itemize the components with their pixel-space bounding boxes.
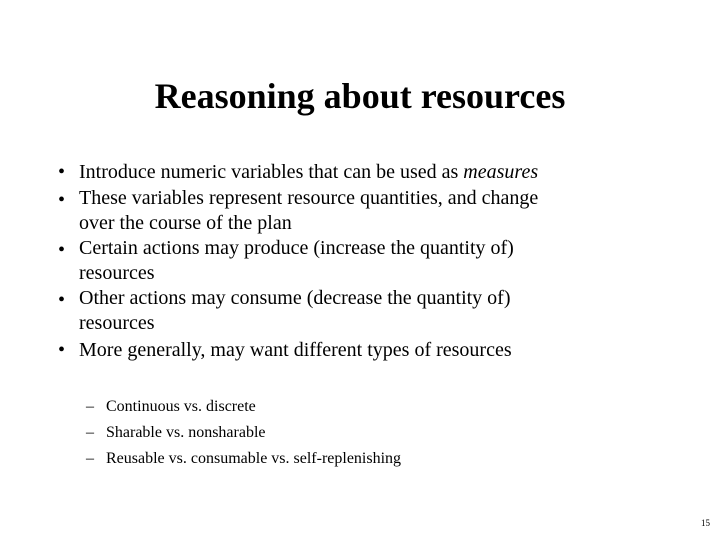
page-number: 15 [701, 518, 710, 528]
bullet-list [58, 158, 658, 364]
bullet-marker: • [58, 339, 66, 361]
sub-bullet-marker: – [86, 450, 94, 467]
bullet-text: More generally, may want different types of resources [79, 339, 512, 361]
bullet-marker: • [58, 289, 66, 311]
bullet-text: Certain actions may produce (increase the quantity of) [79, 237, 514, 259]
sub-bullet-item [86, 420, 646, 446]
bullet-text-continued: resources [79, 312, 155, 334]
bullet-text: Other actions may consume (decrease the quantity of) [79, 287, 511, 309]
bullet-emphasis: measures [463, 161, 539, 183]
bullet-marker: • [58, 239, 66, 261]
bullet-marker: • [58, 161, 66, 183]
sub-bullet-marker: – [86, 398, 94, 415]
sub-bullet-text: Sharable vs. nonsharable [106, 424, 266, 441]
sub-bullet-text: Continuous vs. discrete [106, 398, 256, 415]
bullet-item [58, 186, 658, 236]
bullet-text-continued: over the course of the plan [79, 212, 292, 234]
bullet-text: These variables represent resource quantities, and change [79, 187, 539, 209]
sub-bullet-list [86, 394, 646, 472]
sub-bullet-marker: – [86, 424, 94, 441]
bullet-item [58, 158, 658, 186]
sub-bullet-text: Reusable vs. consumable vs. self-replenishing [106, 450, 402, 467]
slide-title: Reasoning about resources [154, 76, 566, 116]
bullet-item [58, 286, 658, 336]
bullet-text-continued: resources [79, 262, 155, 284]
bullet-item [58, 236, 658, 286]
bullet-text: Introduce numeric variables that can be used as [79, 161, 464, 183]
sub-bullet-item [86, 394, 646, 420]
sub-bullet-item [86, 446, 646, 472]
bullet-marker: • [58, 189, 66, 211]
bullet-item [58, 336, 658, 364]
